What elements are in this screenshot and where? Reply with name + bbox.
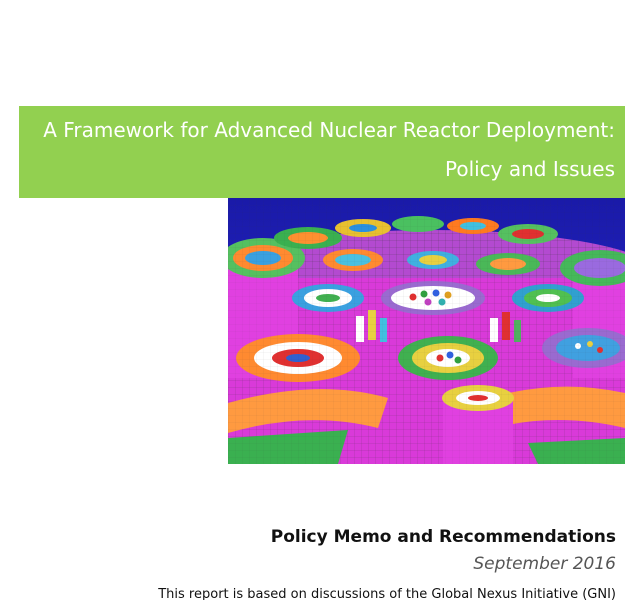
title-line-1: A Framework for Advanced Nuclear Reactor Deployment: — [43, 118, 615, 142]
title-banner — [19, 106, 625, 198]
memo-date: September 2016 — [473, 554, 616, 574]
title-line-2: Policy and Issues — [444, 157, 615, 181]
reactor-core-image — [228, 198, 625, 464]
memo-heading: Policy Memo and Recommendations — [270, 527, 616, 547]
memo-note: This report is based on discussions of the Global Nexus Initiative (GNI) — [158, 587, 616, 600]
